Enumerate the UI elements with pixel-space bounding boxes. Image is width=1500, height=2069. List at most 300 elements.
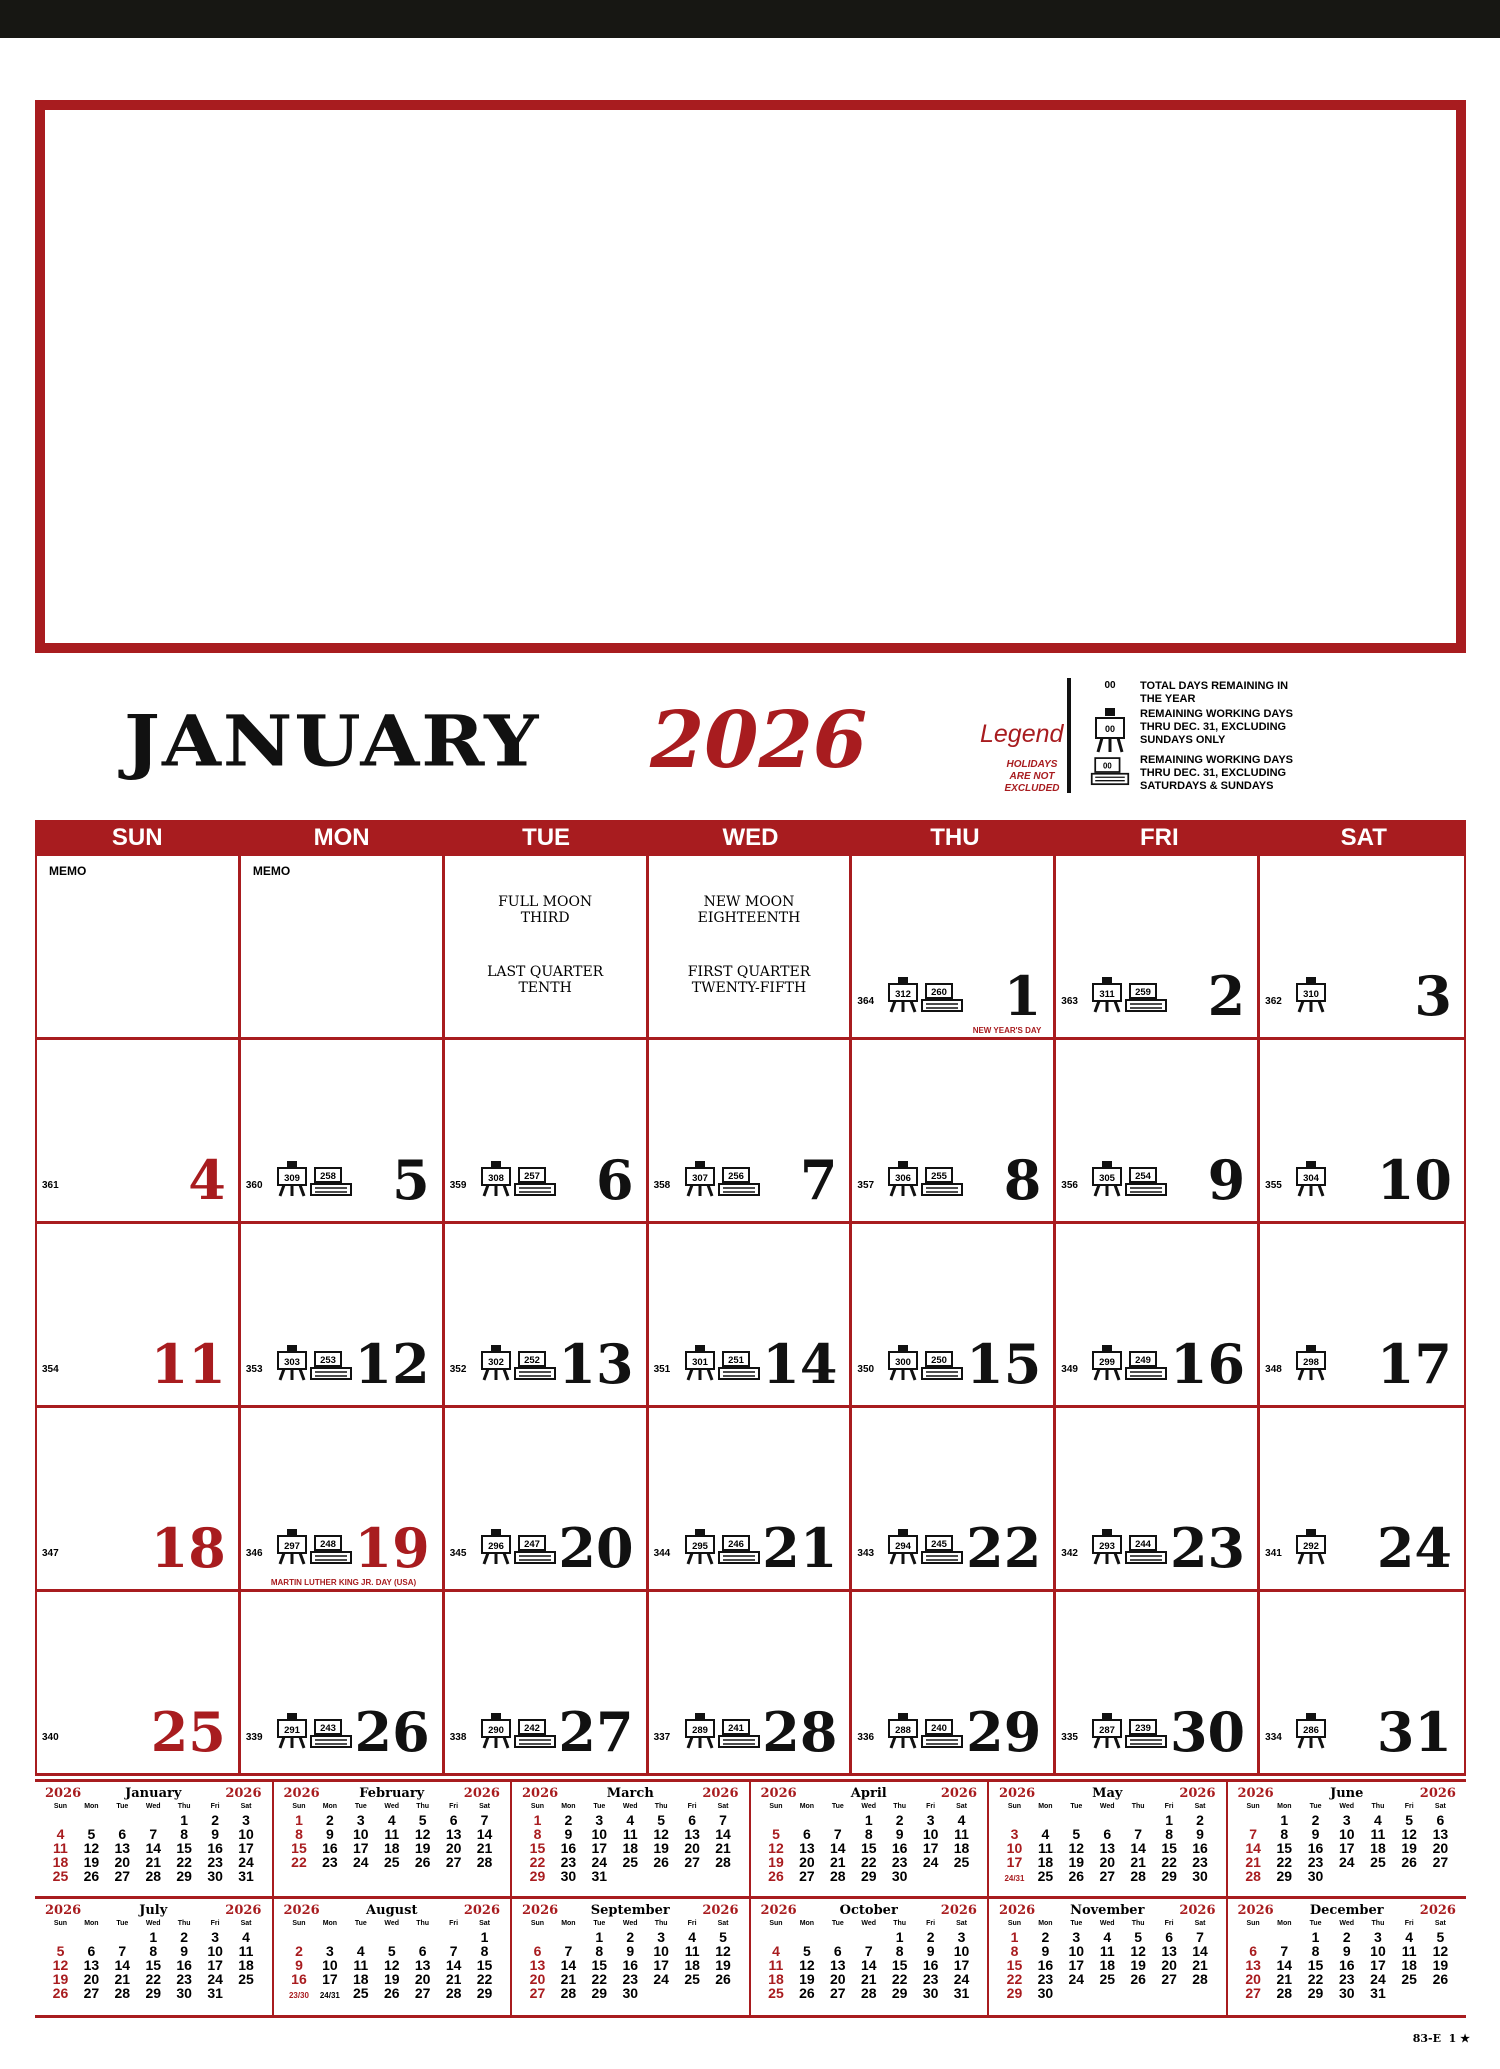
mini-day: 20 <box>684 1840 700 1856</box>
mini-day: 10 <box>591 1826 608 1842</box>
remaining-working-days <box>1092 1529 1167 1565</box>
mini-day: 2 <box>180 1928 189 1945</box>
days-remaining-total: 349 <box>1061 1364 1078 1375</box>
mini-weekday: Wed <box>1339 1919 1355 1927</box>
mini-day: 15 <box>145 1956 162 1973</box>
desk-icon <box>514 1719 556 1749</box>
mini-day: 16 <box>922 1956 939 1973</box>
mini-year: 2026 <box>1237 1902 1274 1918</box>
mini-weekday: Sun <box>1246 1803 1260 1810</box>
holiday-label: MARTIN LUTHER KING JR. DAY (USA) <box>270 1578 417 1587</box>
mini-day: 11 <box>53 1840 68 1856</box>
mini-day: 19 <box>1130 1956 1146 1973</box>
remaining-working-days <box>685 1161 760 1197</box>
svg-text:251: 251 <box>727 1355 744 1366</box>
mini-day: 11 <box>238 1942 254 1959</box>
day-number: 21 <box>762 1516 838 1580</box>
mini-weekday: Sat <box>240 1803 252 1810</box>
mini-day: 24 <box>1068 1970 1085 1987</box>
legend-item-no-sunday: REMAINING WORKING DAYS THRU DEC. 31, EXCLUDING SUNDAYS ONLY <box>1140 708 1293 746</box>
mini-weekday: Wed <box>1099 1919 1115 1927</box>
worker-icon <box>1296 1161 1326 1197</box>
worker-icon <box>277 1161 307 1197</box>
mini-calendar <box>35 1782 274 1899</box>
mini-weekday: Wed <box>384 1803 400 1810</box>
mini-day: 7 <box>833 1826 842 1842</box>
mini-day: 23 <box>1192 1854 1208 1870</box>
remaining-working-days <box>481 1345 556 1381</box>
days-remaining-total: 351 <box>653 1364 671 1375</box>
mini-day: 7 <box>480 1812 489 1828</box>
mini-weekday: Sun <box>292 1919 306 1927</box>
mini-day: 14 <box>1245 1840 1261 1856</box>
month-title: JANUARY <box>124 700 541 782</box>
day-number: 12 <box>354 1332 430 1396</box>
mini-weekday: Thu <box>1371 1803 1385 1810</box>
legend-row-total <box>1090 680 1300 706</box>
mini-day: 5 <box>387 1942 396 1959</box>
mini-weekday: Mon <box>1038 1919 1053 1927</box>
mini-weekday: Sun <box>769 1803 783 1810</box>
mini-days <box>999 1930 1216 2000</box>
mini-day: 11 <box>1099 1942 1115 1959</box>
days-remaining-total: 358 <box>653 1180 671 1191</box>
mini-day: 15 <box>291 1840 307 1856</box>
mini-weekday: Tue <box>354 1919 367 1927</box>
legend-row-no-sunday <box>1090 708 1300 754</box>
mini-year: 2026 <box>940 1902 977 1918</box>
remaining-working-days <box>1092 1713 1167 1749</box>
mini-day: 21 <box>1192 1956 1208 1973</box>
svg-text:307: 307 <box>691 1173 708 1184</box>
mini-day: 18 <box>353 1970 369 1987</box>
mini-day: 9 <box>926 1942 935 1959</box>
mini-day: 27 <box>445 1854 462 1870</box>
mini-day: 21 <box>560 1970 577 1987</box>
mini-month: January <box>125 1786 182 1801</box>
mini-day: 13 <box>684 1826 700 1842</box>
day-cell <box>445 1592 649 1776</box>
mini-day: 29 <box>1276 1868 1293 1884</box>
mini-day: 8 <box>180 1826 189 1842</box>
mini-day: 23 <box>891 1854 908 1870</box>
day-cell <box>852 856 1056 1040</box>
day-number: 18 <box>150 1516 226 1580</box>
worker-icon <box>1092 977 1122 1013</box>
mini-month: August <box>366 1902 418 1918</box>
mini-weekday: Tue <box>593 1919 606 1927</box>
mini-day: 5 <box>56 1942 65 1959</box>
mini-weekday: Thu <box>893 1919 907 1927</box>
mini-weekday: Thu <box>1371 1919 1385 1927</box>
mini-day: 28 <box>830 1868 846 1884</box>
desk-icon <box>1125 1719 1167 1749</box>
day-number: 23 <box>1169 1516 1246 1580</box>
mini-day: 8 <box>1280 1826 1289 1842</box>
mini-day: 31 <box>1370 1984 1386 2001</box>
mini-day: 5 <box>1405 1812 1414 1828</box>
worker-icon <box>685 1161 715 1197</box>
mini-day: 14 <box>476 1826 493 1842</box>
mini-weekday: Mon <box>799 1803 815 1810</box>
mini-day: 25 <box>1037 1868 1054 1884</box>
mini-day: 5 <box>418 1812 427 1828</box>
weekday-header <box>35 820 1466 856</box>
day-cell <box>445 1224 649 1408</box>
mini-day: 9 <box>1342 1942 1351 1959</box>
mini-day: 16 <box>322 1840 338 1856</box>
mini-day: 13 <box>1161 1942 1177 1959</box>
mini-day: 9 <box>1041 1942 1050 1959</box>
mini-day: 22 <box>476 1970 493 1987</box>
mini-day: 8 <box>1165 1826 1173 1842</box>
mini-year: 2026 <box>463 1902 500 1918</box>
mini-calendar-header <box>999 1786 1216 1803</box>
worker-icon <box>277 1345 307 1381</box>
mini-day: 31 <box>207 1984 223 2001</box>
days-remaining-total: 342 <box>1061 1548 1078 1559</box>
mini-weekday: Wed <box>384 1919 400 1927</box>
desk-icon <box>514 1351 556 1381</box>
remaining-working-days <box>277 1345 352 1381</box>
day-cell <box>1056 1040 1260 1224</box>
mini-days <box>1238 1930 1457 2000</box>
mini-month: March <box>606 1786 654 1801</box>
mini-day: 1 <box>149 1928 158 1945</box>
mini-days <box>1238 1813 1457 1883</box>
mini-day: 29 <box>1006 1984 1023 2001</box>
mini-day: 10 <box>238 1826 254 1842</box>
day-cell <box>241 1408 445 1592</box>
svg-text:312: 312 <box>895 989 912 1000</box>
mini-day: 4 <box>626 1812 635 1828</box>
desk-icon <box>1125 983 1167 1013</box>
mini-day: 10 <box>322 1956 338 1973</box>
mini-day: 24 <box>922 1854 939 1870</box>
mini-calendar-header <box>45 1786 262 1803</box>
desk-icon <box>718 1351 760 1381</box>
mini-day: 24 <box>1370 1970 1386 1987</box>
desk-icon <box>921 1719 963 1749</box>
mini-day: 18 <box>383 1840 400 1856</box>
mini-calendar-header <box>1238 1903 1457 1920</box>
mini-day: 12 <box>383 1956 400 1973</box>
mini-weekday: Tue <box>354 1803 367 1810</box>
mini-day: 2 <box>295 1942 303 1959</box>
mini-day: 1 <box>1165 1812 1173 1828</box>
worker-icon <box>277 1713 307 1749</box>
month-grid <box>35 856 1466 1776</box>
mini-day: 28 <box>476 1854 493 1870</box>
mini-weekdays <box>522 1920 739 1930</box>
remaining-working-days <box>277 1713 352 1749</box>
mini-calendar <box>989 1782 1228 1899</box>
mini-day: 5 <box>772 1826 780 1842</box>
mini-day: 9 <box>295 1956 303 1973</box>
mini-day: 12 <box>1401 1826 1417 1842</box>
mini-calendar <box>35 1899 274 2016</box>
mini-day: 17 <box>591 1840 608 1856</box>
mini-day: 1 <box>533 1812 542 1828</box>
mini-day: 25 <box>238 1970 254 1987</box>
mini-days <box>284 1813 501 1869</box>
mini-weekday: Thu <box>416 1919 430 1927</box>
day-cell <box>1056 1408 1260 1592</box>
days-remaining-total: 343 <box>857 1548 875 1559</box>
svg-text:305: 305 <box>1099 1173 1116 1184</box>
mini-day: 8 <box>149 1942 158 1959</box>
svg-text:303: 303 <box>283 1357 300 1368</box>
mini-day: 30 <box>922 1984 939 2001</box>
mini-day: 11 <box>1401 1942 1417 1959</box>
mini-day: 15 <box>1006 1956 1023 1973</box>
mini-weekday: Sun <box>53 1803 68 1810</box>
mini-days <box>761 1813 978 1883</box>
worker-icon <box>685 1529 715 1565</box>
mini-day: 14 <box>830 1840 846 1856</box>
day-number: 27 <box>558 1700 634 1764</box>
mini-weekday: Thu <box>654 1803 668 1810</box>
days-remaining-total: 341 <box>1265 1548 1282 1559</box>
mini-year: 2026 <box>283 1902 320 1918</box>
days-remaining-total: 338 <box>449 1732 467 1743</box>
mini-day: 29 <box>176 1868 192 1884</box>
mini-weekday: Mon <box>322 1803 338 1810</box>
mini-weekday: Thu <box>1131 1919 1145 1927</box>
mini-weekday: Wed <box>861 1919 877 1927</box>
mini-weekday: Thu <box>416 1803 430 1810</box>
days-remaining-total: 363 <box>1061 996 1078 1007</box>
mini-weekday: Mon <box>799 1919 815 1927</box>
mini-day: 19 <box>414 1840 431 1856</box>
mini-weekday: Sun <box>1246 1919 1260 1927</box>
day-cell <box>1056 856 1260 1040</box>
mini-day: 21 <box>445 1970 462 1987</box>
mini-year: 2026 <box>760 1902 797 1918</box>
mini-weekday: Sat <box>1434 1803 1446 1810</box>
mini-year: 2026 <box>999 1786 1036 1801</box>
mini-day: 29 <box>591 1984 608 2001</box>
mini-day: 17 <box>653 1956 669 1973</box>
weekday-mon: MON <box>313 824 370 851</box>
mini-day: 27 <box>1432 1854 1449 1870</box>
days-remaining-total: 347 <box>42 1548 59 1559</box>
mini-day: 29 <box>891 1984 908 2001</box>
mini-weekday: Tue <box>593 1803 606 1810</box>
mini-day: 24/31 <box>1004 1874 1025 1883</box>
mini-day: 17 <box>207 1956 223 1973</box>
mini-day: 21 <box>114 1970 131 1987</box>
mini-weekday: Sun <box>1007 1919 1022 1927</box>
mini-day: 26 <box>799 1984 815 2001</box>
mini-day: 17 <box>1338 1840 1355 1856</box>
mini-day: 19 <box>52 1970 69 1987</box>
svg-text:239: 239 <box>1135 1723 1152 1734</box>
mini-day: 5 <box>1072 1826 1081 1842</box>
mini-weekday: Fri <box>1404 1803 1414 1810</box>
svg-text:294: 294 <box>895 1541 912 1552</box>
day-number: 14 <box>762 1332 838 1396</box>
svg-text:291: 291 <box>283 1725 300 1736</box>
mini-weekday: Tue <box>1309 1919 1322 1927</box>
mini-day: 12 <box>799 1956 815 1973</box>
day-cell <box>1260 1592 1464 1776</box>
svg-text:254: 254 <box>1135 1171 1152 1182</box>
mini-day: 17 <box>1370 1956 1386 1973</box>
mini-weekday: Sun <box>292 1803 306 1810</box>
mini-weekdays <box>284 1920 501 1930</box>
remaining-working-days <box>888 1345 963 1381</box>
mini-day: 26 <box>383 1984 400 2001</box>
mini-day: 27 <box>1161 1970 1177 1987</box>
remaining-working-days <box>1296 1529 1326 1565</box>
mini-day: 30 <box>1192 1868 1208 1884</box>
mini-day: 2 <box>1196 1812 1204 1828</box>
mini-day: 2 <box>926 1928 935 1945</box>
mini-day: 21 <box>715 1840 731 1856</box>
mini-day: 18 <box>52 1854 69 1870</box>
mini-day: 22 <box>1161 1854 1177 1870</box>
mini-day: 18 <box>1401 1956 1417 1973</box>
svg-text:306: 306 <box>895 1173 912 1184</box>
mini-day: 19 <box>1401 1840 1417 1856</box>
mini-day: 12 <box>1068 1840 1085 1856</box>
mini-day: 19 <box>768 1854 784 1870</box>
mini-day: 16 <box>176 1956 192 1973</box>
desk-icon <box>1125 1167 1167 1197</box>
holiday-label: NEW YEAR'S DAY <box>972 1026 1042 1035</box>
mini-day: 23 <box>207 1854 223 1870</box>
remaining-working-days <box>1296 1713 1326 1749</box>
mini-weekday: Fri <box>1164 1803 1174 1810</box>
day-number: 2 <box>1207 964 1246 1028</box>
mini-calendar-header <box>45 1903 262 1920</box>
day-number: 30 <box>1169 1700 1246 1764</box>
day-cell <box>852 1592 1056 1776</box>
legend-item-no-weekend: REMAINING WORKING DAYS THRU DEC. 31, EXCLUDING SATURDAYS & SUNDAYS <box>1140 754 1293 792</box>
remaining-working-days <box>888 1161 963 1197</box>
mini-day: 10 <box>1068 1942 1085 1959</box>
mini-day: 24 <box>353 1854 369 1870</box>
mini-day: 1 <box>1280 1812 1289 1828</box>
mini-day: 20 <box>1099 1854 1116 1870</box>
mini-day: 8 <box>295 1826 303 1842</box>
mini-day: 19 <box>799 1970 815 1987</box>
mini-day: 13 <box>414 1956 431 1973</box>
mini-day: 17 <box>1068 1956 1085 1973</box>
mini-day: 24 <box>238 1854 254 1870</box>
mini-day: 4 <box>1374 1812 1382 1828</box>
desk-icon <box>514 1167 556 1197</box>
mini-weekday: Sun <box>530 1803 545 1810</box>
mini-day: 11 <box>384 1826 400 1842</box>
mini-day: 3 <box>1374 1928 1382 1945</box>
mini-day: 28 <box>1276 1984 1293 2001</box>
remaining-working-days <box>1296 1345 1326 1381</box>
day-number: 24 <box>1376 1516 1452 1580</box>
mini-day: 28 <box>1192 1970 1208 1987</box>
mini-calendar <box>751 1782 990 1899</box>
mini-days <box>284 1930 501 2000</box>
mini-day: 21 <box>476 1840 493 1856</box>
svg-text:250: 250 <box>931 1355 948 1366</box>
day-cell <box>852 1040 1056 1224</box>
mini-day: 15 <box>1307 1956 1324 1973</box>
mini-day: 30 <box>1307 1868 1324 1884</box>
mini-weekday: Fri <box>687 1803 697 1810</box>
mini-day: 4 <box>56 1826 65 1842</box>
mini-day: 29 <box>860 1868 877 1884</box>
days-remaining-total: 336 <box>857 1732 875 1743</box>
mini-day: 11 <box>353 1956 369 1973</box>
mini-day: 17 <box>322 1970 338 1987</box>
mini-day: 7 <box>719 1812 727 1828</box>
days-remaining-total: 353 <box>245 1364 263 1375</box>
mini-day: 11 <box>1370 1826 1386 1842</box>
mini-day: 4 <box>1405 1928 1414 1945</box>
mini-day: 25 <box>1370 1854 1386 1870</box>
worker-icon <box>685 1713 715 1749</box>
mini-weekday: Sat <box>240 1919 252 1927</box>
mini-days <box>45 1930 262 2000</box>
days-remaining-total: 357 <box>857 1180 875 1191</box>
mini-day: 22 <box>529 1854 546 1870</box>
remaining-working-days <box>1092 977 1167 1013</box>
mini-weekday: Wed <box>622 1803 638 1810</box>
mini-day: 8 <box>864 1826 873 1842</box>
svg-text:300: 300 <box>895 1357 912 1368</box>
worker-icon <box>888 1345 918 1381</box>
mini-weekday: Fri <box>926 1919 936 1927</box>
remaining-working-days <box>481 1713 556 1749</box>
mini-day: 14 <box>1130 1840 1146 1856</box>
remaining-working-days <box>685 1713 760 1749</box>
mini-month: February <box>359 1786 425 1801</box>
svg-text:295: 295 <box>691 1541 708 1552</box>
day-cell <box>1056 1592 1260 1776</box>
remaining-working-days <box>1092 1345 1167 1381</box>
mini-day: 5 <box>719 1928 727 1945</box>
worker-icon <box>685 1345 715 1381</box>
worker-icon <box>1090 708 1130 754</box>
mini-day: 17 <box>1006 1854 1023 1870</box>
mini-day: 7 <box>149 1826 158 1842</box>
mini-day: 14 <box>445 1956 462 1973</box>
mini-day: 6 <box>449 1812 458 1828</box>
mini-day: 15 <box>1161 1840 1177 1856</box>
mini-day: 16 <box>622 1956 639 1973</box>
day-cell <box>1260 856 1464 1040</box>
mini-day: 3 <box>1072 1928 1081 1945</box>
mini-day: 11 <box>1037 1840 1053 1856</box>
mini-day: 30 <box>891 1868 908 1884</box>
day-number: 31 <box>1376 1700 1452 1764</box>
mini-day: 25 <box>353 1984 369 2001</box>
mini-calendar-header <box>761 1786 978 1803</box>
mini-weekday: Sun <box>769 1919 783 1927</box>
mini-day: 18 <box>684 1956 700 1973</box>
mini-day: 2 <box>1311 1812 1320 1828</box>
mini-calendar <box>1228 1782 1467 1899</box>
mini-month: November <box>1070 1902 1145 1918</box>
mini-day: 17 <box>353 1840 369 1856</box>
mini-calendar-header <box>761 1903 978 1920</box>
svg-text:286: 286 <box>1303 1725 1320 1736</box>
day-cell <box>1260 1408 1464 1592</box>
mini-weekday: Mon <box>561 1803 576 1810</box>
mini-day: 10 <box>207 1942 223 1959</box>
mini-day: 4 <box>242 1928 250 1945</box>
